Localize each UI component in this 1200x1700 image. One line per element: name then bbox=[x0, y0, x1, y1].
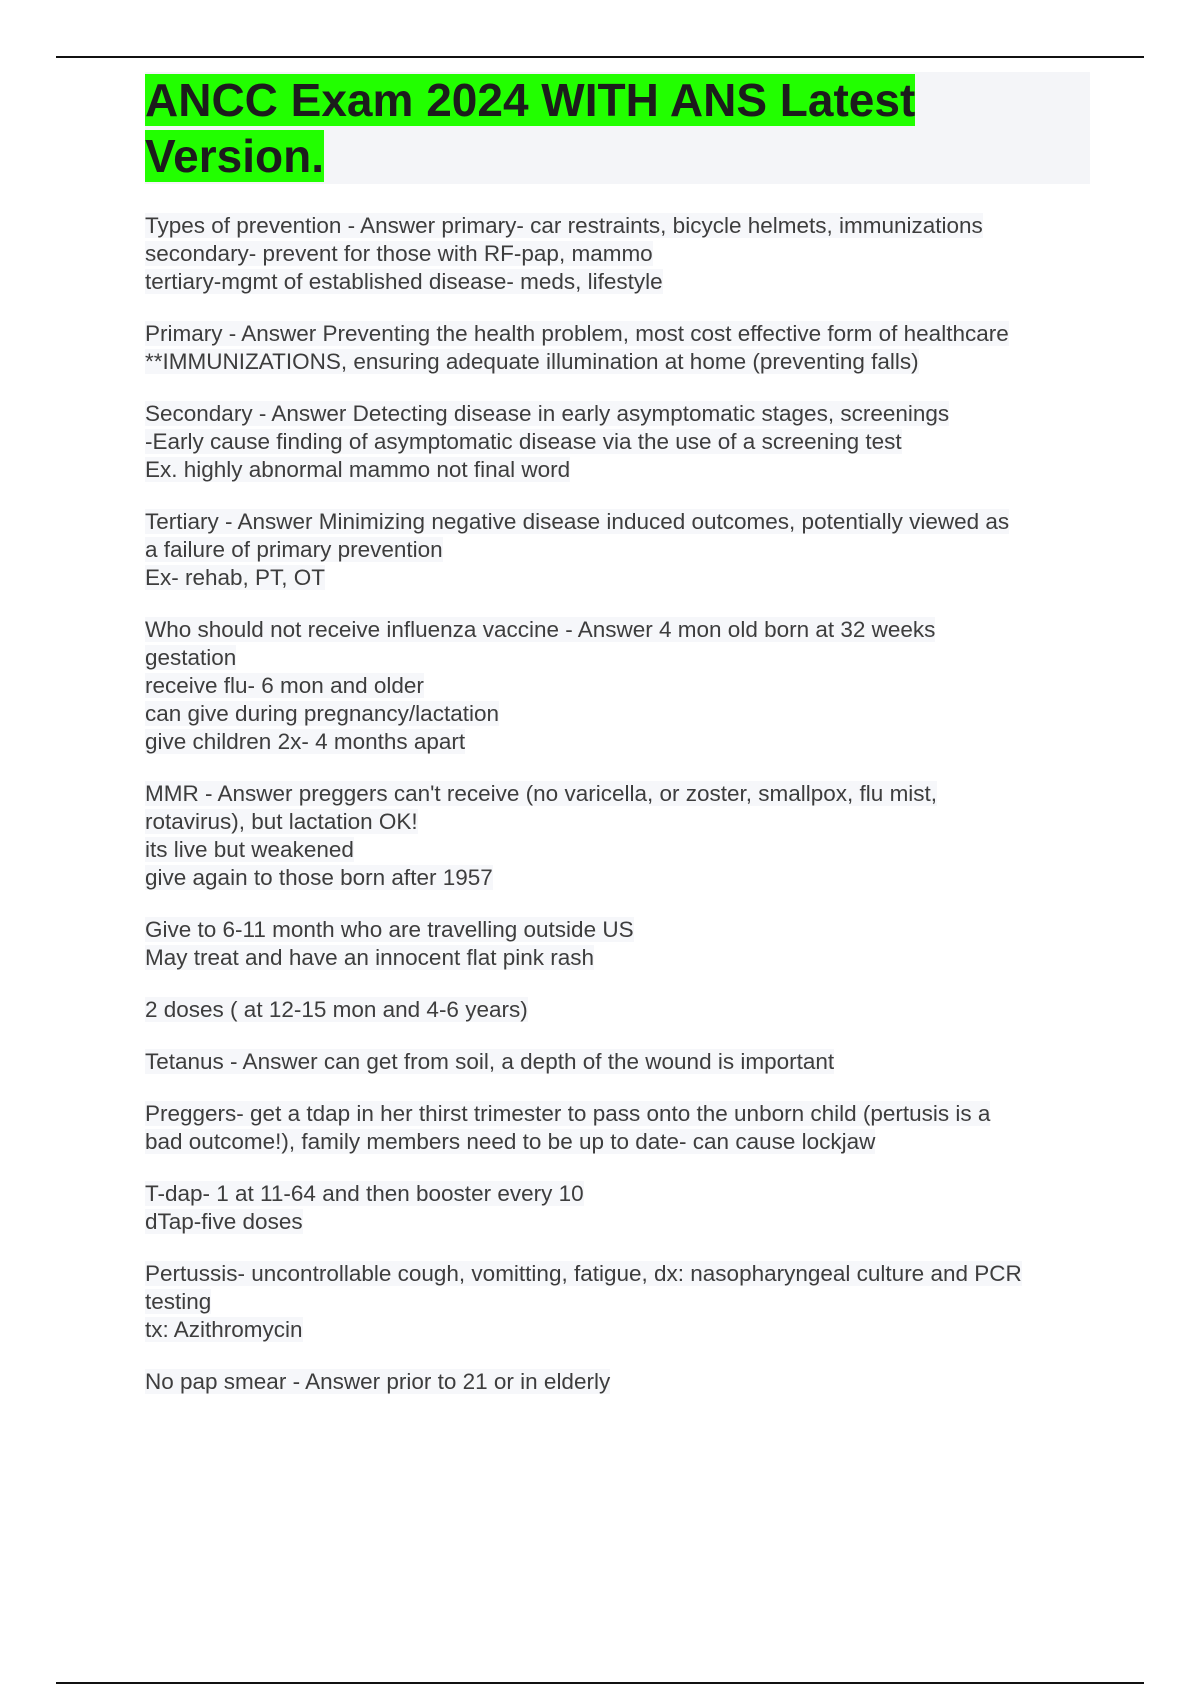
entry-line bbox=[145, 1208, 1090, 1236]
entry-line bbox=[145, 1368, 1090, 1396]
document-body bbox=[145, 72, 1090, 1420]
entry-line-text: MMR - Answer preggers can't receive (no varicella, or zoster, smallpox, flu mist, bbox=[145, 781, 938, 806]
bottom-rule bbox=[56, 1682, 1144, 1684]
entry-line bbox=[145, 212, 1090, 240]
qa-entry bbox=[145, 212, 1090, 296]
entry-line bbox=[145, 808, 1090, 836]
entry-line bbox=[145, 320, 1090, 348]
entry-line-text: Preggers- get a tdap in her thirst trimester to pass onto the unborn child (pertusis is a bbox=[145, 1101, 991, 1126]
entry-line bbox=[145, 268, 1090, 296]
entry-line-text: Types of prevention - Answer primary- car restraints, bicycle helmets, immunizations bbox=[145, 213, 983, 238]
entry-line-text: Tertiary - Answer Minimizing negative disease induced outcomes, potentially viewed as bbox=[145, 509, 1010, 534]
entry-line bbox=[145, 616, 1090, 644]
entry-line-text: Give to 6-11 month who are travelling outside US bbox=[145, 917, 634, 942]
entry-line bbox=[145, 728, 1090, 756]
title-block bbox=[145, 72, 1090, 184]
entry-line bbox=[145, 1048, 1090, 1076]
entry-line-text: tx: Azithromycin bbox=[145, 1317, 303, 1342]
entry-line bbox=[145, 564, 1090, 592]
qa-entry bbox=[145, 916, 1090, 972]
entry-line bbox=[145, 456, 1090, 484]
entry-line bbox=[145, 644, 1090, 672]
qa-entry bbox=[145, 780, 1090, 892]
entry-line-text: Who should not receive influenza vaccine - Answer 4 mon old born at 32 weeks bbox=[145, 617, 936, 642]
qa-entry bbox=[145, 1100, 1090, 1156]
entry-line bbox=[145, 1100, 1090, 1128]
entry-line-text: May treat and have an innocent flat pink rash bbox=[145, 945, 595, 970]
entry-line bbox=[145, 1260, 1090, 1288]
qa-entry bbox=[145, 508, 1090, 592]
entry-line-text: dTap-five doses bbox=[145, 1209, 303, 1234]
entry-line-text: can give during pregnancy/lactation bbox=[145, 701, 499, 726]
entry-line bbox=[145, 536, 1090, 564]
document-title-text: ANCC Exam 2024 WITH ANS Latest Version. bbox=[145, 74, 916, 182]
entry-line-text: give again to those born after 1957 bbox=[145, 865, 493, 890]
top-rule bbox=[56, 56, 1144, 58]
entry-line-text: Secondary - Answer Detecting disease in early asymptomatic stages, screenings bbox=[145, 401, 950, 426]
entry-line-text: Pertussis- uncontrollable cough, vomitting, fatigue, dx: nasopharyngeal culture and PCR bbox=[145, 1261, 1022, 1286]
qa-entry bbox=[145, 320, 1090, 376]
entry-line bbox=[145, 864, 1090, 892]
qa-entry bbox=[145, 996, 1090, 1024]
entry-line-text: Tetanus - Answer can get from soil, a depth of the wound is important bbox=[145, 1049, 835, 1074]
entry-line bbox=[145, 1180, 1090, 1208]
entry-line-text: gestation bbox=[145, 645, 237, 670]
entry-line bbox=[145, 780, 1090, 808]
entry-line-text: Primary - Answer Preventing the health problem, most cost effective form of healthcare bbox=[145, 321, 1009, 346]
qa-entry bbox=[145, 1180, 1090, 1236]
entry-line-text: Ex- rehab, PT, OT bbox=[145, 565, 326, 590]
entry-line bbox=[145, 1316, 1090, 1344]
entry-line bbox=[145, 428, 1090, 456]
entry-line-text: bad outcome!), family members need to be up to date- can cause lockjaw bbox=[145, 1129, 876, 1154]
entry-line-text: give children 2x- 4 months apart bbox=[145, 729, 466, 754]
entry-line bbox=[145, 996, 1090, 1024]
entry-line-text: T-dap- 1 at 11-64 and then booster every 10 bbox=[145, 1181, 584, 1206]
entry-line bbox=[145, 240, 1090, 268]
entry-line-text: testing bbox=[145, 1289, 212, 1314]
entry-line-text: rotavirus), but lactation OK! bbox=[145, 809, 418, 834]
entry-line-text: No pap smear - Answer prior to 21 or in elderly bbox=[145, 1369, 611, 1394]
qa-entry bbox=[145, 1260, 1090, 1344]
entry-line bbox=[145, 700, 1090, 728]
entry-line bbox=[145, 400, 1090, 428]
qa-entry bbox=[145, 616, 1090, 756]
entry-line bbox=[145, 836, 1090, 864]
qa-entry bbox=[145, 1048, 1090, 1076]
qa-entry bbox=[145, 1368, 1090, 1396]
entry-line bbox=[145, 916, 1090, 944]
entries-list bbox=[145, 212, 1090, 1396]
entry-line-text: a failure of primary prevention bbox=[145, 537, 443, 562]
qa-entry bbox=[145, 400, 1090, 484]
entry-line bbox=[145, 672, 1090, 700]
entry-line-text: **IMMUNIZATIONS, ensuring adequate illumination at home (preventing falls) bbox=[145, 349, 919, 374]
entry-line-text: tertiary-mgmt of established disease- meds, lifestyle bbox=[145, 269, 663, 294]
entry-line-text: -Early cause finding of asymptomatic disease via the use of a screening test bbox=[145, 429, 902, 454]
entry-line-text: Ex. highly abnormal mammo not final word bbox=[145, 457, 571, 482]
entry-line bbox=[145, 508, 1090, 536]
entry-line-text: 2 doses ( at 12-15 mon and 4-6 years) bbox=[145, 997, 528, 1022]
entry-line bbox=[145, 348, 1090, 376]
entry-line-text: secondary- prevent for those with RF-pap, mammo bbox=[145, 241, 653, 266]
entry-line-text: its live but weakened bbox=[145, 837, 354, 862]
entry-line-text: receive flu- 6 mon and older bbox=[145, 673, 424, 698]
entry-line bbox=[145, 1288, 1090, 1316]
entry-line bbox=[145, 1128, 1090, 1156]
entry-line bbox=[145, 944, 1090, 972]
document-title bbox=[145, 72, 975, 184]
